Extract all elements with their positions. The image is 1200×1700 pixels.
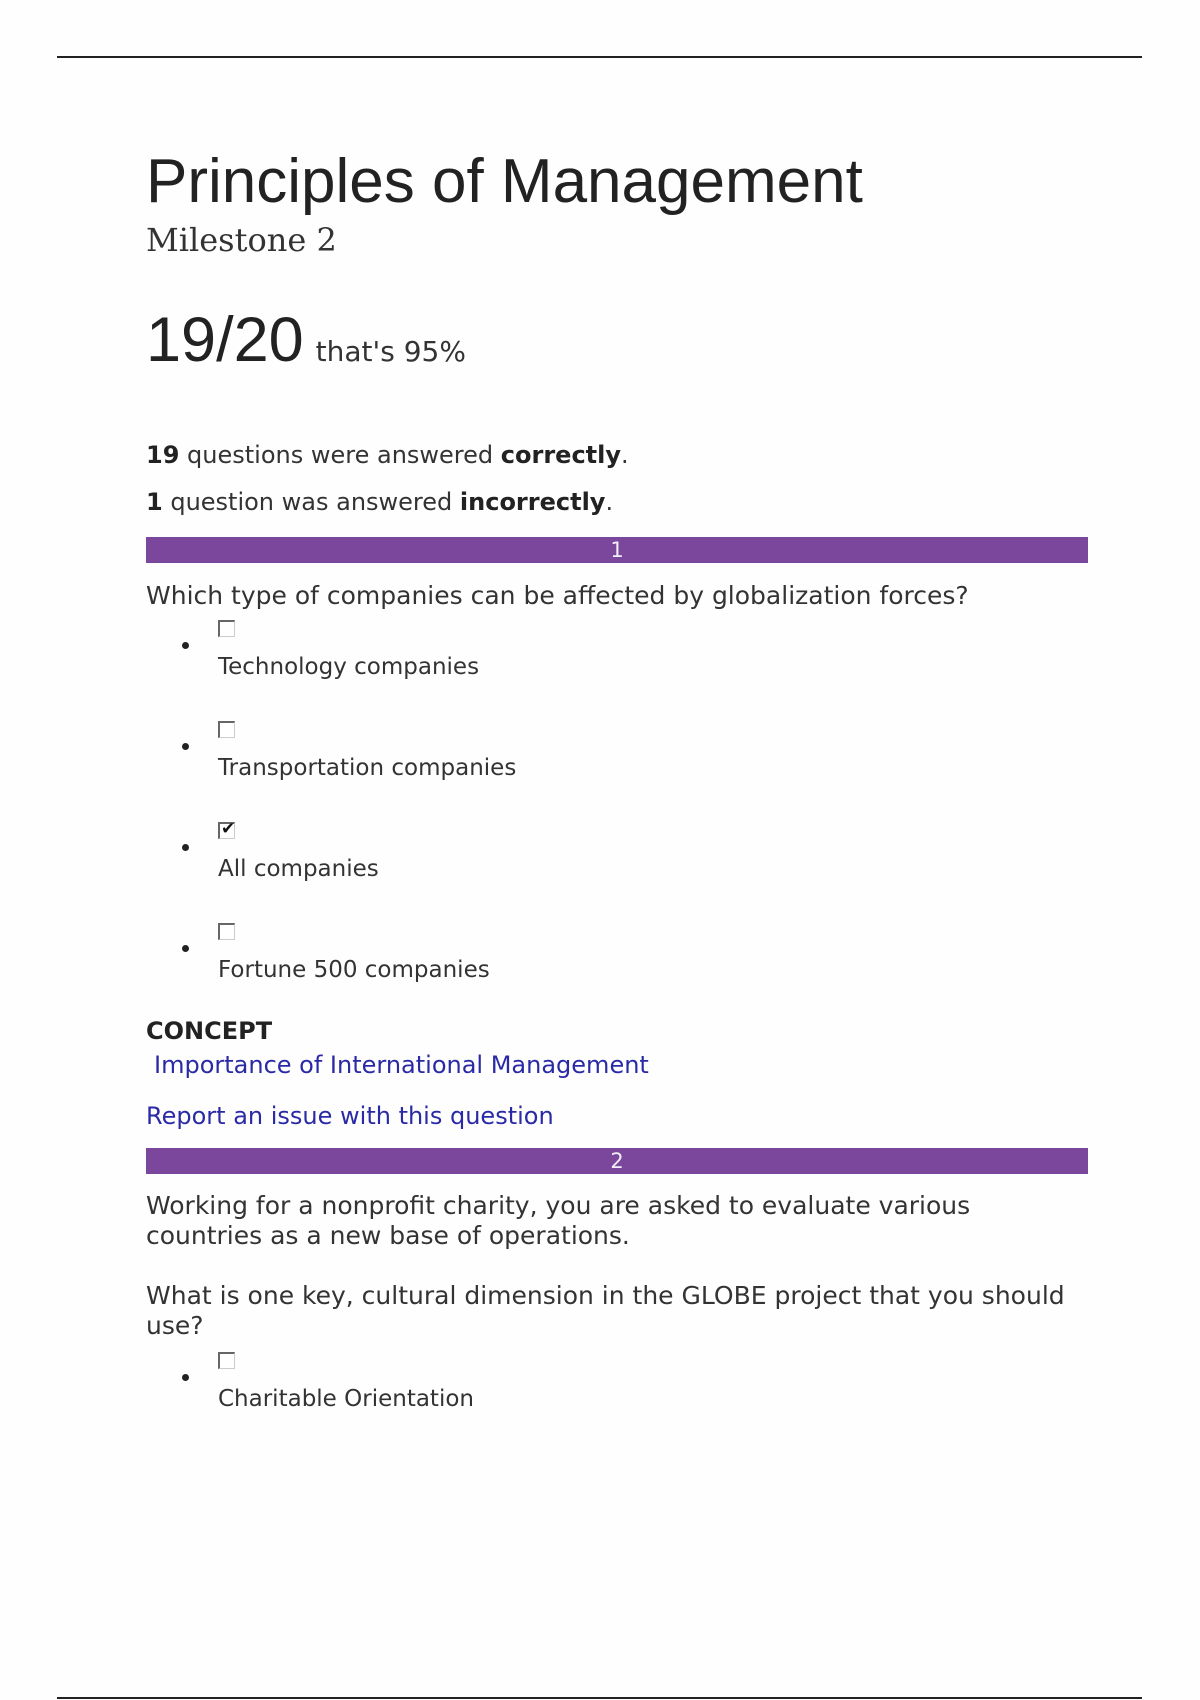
page-title: Principles of Management	[146, 147, 863, 216]
report-issue-link[interactable]: Report an issue with this question	[146, 1102, 554, 1130]
checkbox-unchecked-icon[interactable]	[218, 721, 235, 738]
question-2-text: Working for a nonprofit charity, you are asked to evaluate various countries as a new base of operations.	[146, 1191, 971, 1250]
concept-heading: CONCEPT	[146, 1017, 273, 1045]
incorrect-period: .	[605, 488, 614, 516]
checkmark-icon: ✔	[221, 819, 236, 839]
incorrect-word: incorrectly	[459, 488, 606, 516]
checkbox-unchecked-icon[interactable]	[218, 1352, 235, 1369]
bullet-icon	[182, 1374, 189, 1381]
option-label: Technology companies	[218, 654, 480, 680]
question-2-prompt: What is one key, cultural dimension in the GLOBE project that you should use?	[146, 1281, 1065, 1340]
correct-count: 19	[146, 441, 180, 469]
score-fraction: 19/20	[146, 305, 304, 375]
concept-link[interactable]: Importance of International Management	[154, 1051, 649, 1079]
question-2-header: 2	[146, 1148, 1088, 1174]
score-summary	[146, 304, 466, 376]
option-label: Transportation companies	[218, 755, 517, 781]
checkbox-checked-icon[interactable]	[218, 819, 236, 839]
top-divider	[57, 56, 1142, 58]
page-subtitle: Milestone 2	[146, 221, 337, 259]
incorrect-count: 1	[146, 488, 163, 516]
incorrect-text: question was answered	[162, 488, 460, 516]
bullet-icon	[182, 945, 189, 952]
question-1-header: 1	[146, 537, 1088, 563]
option-label: Fortune 500 companies	[218, 957, 490, 983]
option-label: All companies	[218, 856, 379, 882]
correct-period: .	[621, 441, 629, 469]
correct-text: questions were answered	[179, 441, 501, 469]
checkbox-unchecked-icon[interactable]	[218, 620, 235, 637]
question-1-text: Which type of companies can be affected by globalization forces?	[146, 581, 969, 610]
incorrect-summary	[146, 486, 613, 518]
correct-word: correctly	[500, 441, 622, 469]
bullet-icon	[182, 642, 189, 649]
score-percent: that's 95%	[315, 335, 466, 368]
correct-summary	[146, 439, 629, 471]
bullet-icon	[182, 743, 189, 750]
bottom-divider	[57, 1697, 1142, 1699]
option-label: Charitable Orientation	[218, 1386, 474, 1412]
checkbox-unchecked-icon[interactable]	[218, 923, 235, 940]
bullet-icon	[182, 844, 189, 851]
